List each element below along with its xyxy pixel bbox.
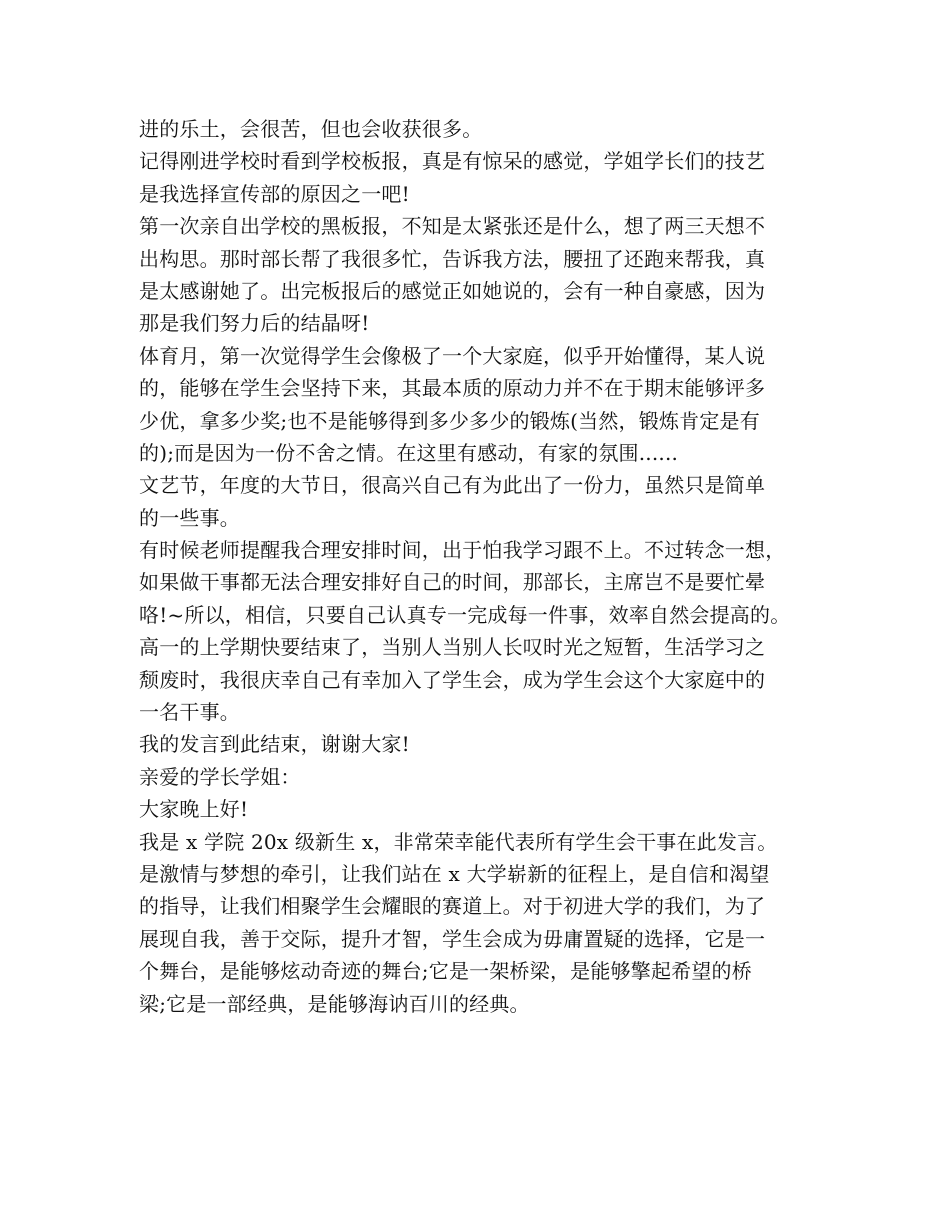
text-line: 梁;它是一部经典，是能够海讷百川的经典。	[139, 991, 530, 1016]
document-body	[139, 113, 829, 1020]
text-line: 亲爱的学长学姐：	[139, 764, 301, 789]
text-line: 的指导，让我们相聚学生会耀眼的赛道上。对于初进大学的我们，为了	[139, 894, 766, 919]
text-line: 一名干事。	[139, 700, 240, 725]
text-line: 个舞台，是能够炫动奇迹的舞台;它是一架桥梁，是能够擎起希望的桥	[139, 959, 752, 984]
text-line: 进的乐土，会很苦，但也会收获很多。	[139, 117, 483, 141]
text-line: 出构思。那时部长帮了我很多忙，告诉我方法，腰扭了还跑来帮我，真	[139, 246, 766, 271]
text-line: 是太感谢她了。出完板报后的感觉正如她说的，会有一种自豪感，因为	[139, 278, 766, 303]
text-line: 文艺节，年度的大节日，很高兴自己有为此出了一份力，虽然只是简单	[139, 473, 766, 498]
text-line: 我是 x 学院 20x 级新生 x，非常荣幸能代表所有学生会干事在此发言。	[139, 829, 778, 854]
text-line: 是我选择宣传部的原因之一吧!	[139, 181, 410, 206]
text-line: 那是我们努力后的结晶呀!	[139, 311, 370, 336]
text-line: 记得刚进学校时看到学校板报，真是有惊呆的感觉，学姐学长们的技艺	[139, 149, 766, 174]
text-line: 展现自我，善于交际，提升才智，学生会成为毋庸置疑的选择，它是一	[139, 926, 766, 951]
text-line: 颓废时，我很庆幸自己有幸加入了学生会，成为学生会这个大家庭中的	[139, 667, 766, 692]
text-line: 大家晚上好!	[139, 797, 249, 822]
text-line: 是激情与梦想的牵引，让我们站在 x 大学崭新的征程上，是自信和渴望	[139, 861, 770, 886]
text-line: 少优，拿多少奖;也不是能够得到多少多少的锻炼(当然，锻炼肯定是有	[139, 408, 760, 433]
text-line: 的);而是因为一份不舍之情。在这里有感动，有家的氛围......	[139, 440, 679, 465]
text-line: 的，能够在学生会坚持下来，其最本质的原动力并不在于期末能够评多	[139, 376, 766, 401]
text-line: 有时候老师提醒我合理安排时间，出于怕我学习跟不上。不过转念一想，	[139, 538, 786, 563]
text-line: 的一些事。	[139, 505, 240, 530]
text-line: 如果做干事都无法合理安排好自己的时间，那部长，主席岂不是要忙晕	[139, 570, 766, 595]
text-line: 咯!~所以，相信，只要自己认真专一完成每一件事，效率自然会提高的。	[139, 602, 791, 627]
text-line: 体育月，第一次觉得学生会像极了一个大家庭，似乎开始懂得，某人说	[139, 343, 766, 368]
text-line: 我的发言到此结束，谢谢大家!	[139, 732, 410, 757]
text-line: 高一的上学期快要结束了，当别人当别人长叹时光之短暂，生活学习之	[139, 635, 766, 660]
text-line: 第一次亲自出学校的黑板报，不知是太紧张还是什么，想了两三天想不	[139, 214, 766, 239]
